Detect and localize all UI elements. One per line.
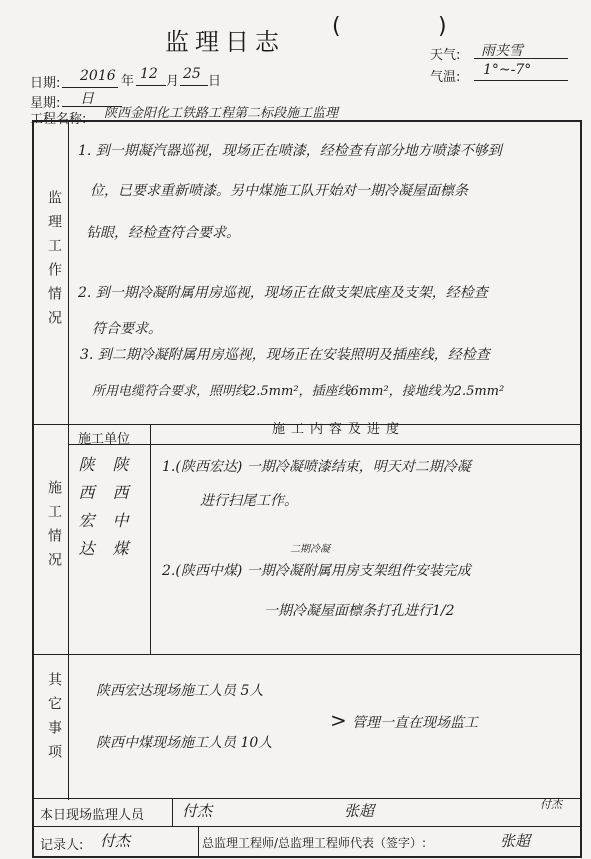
temp-label: 气温: [430, 70, 461, 85]
supervision-line: 位，已要求重新喷漆。另中煤施工队开始对一期冷凝屋面檩条 [90, 183, 468, 199]
weekday-label: 星期: [30, 96, 61, 111]
supervision-line: 1. 到一期凝汽器巡视，现场正在喷漆，经检查有部分地方喷漆不够到 [78, 143, 502, 159]
chief-value: 张超 [500, 832, 531, 850]
date-year: 2016 [80, 68, 116, 84]
progress-line: 2.(陕西中煤) 一期冷凝附属用房支架组件安装完成 [162, 563, 471, 579]
staff-name-2: 张超 [344, 802, 375, 820]
project-label: 工程名称: [30, 112, 87, 127]
supervision-line: 所用电缆符合要求，照明线2.5mm²，插座线6mm²，接地线为2.5mm² [92, 384, 505, 399]
progress-line: 1.(陕西宏达) 一期冷凝喷漆结束，明天对二期冷凝 [162, 459, 471, 475]
temp-value: 1°~-7° [483, 62, 532, 78]
section-supervision-label: 监理工作情况 [46, 190, 62, 334]
progress-header: 施工内容及进度 [272, 422, 406, 437]
brace-icon: > [330, 708, 347, 732]
month-char: 月 [166, 74, 180, 89]
title-paren-open: ( [332, 14, 341, 39]
supervision-line: 3. 到二期冷凝附属用房巡视，现场正在安装照明及插座线，经检查 [80, 347, 490, 363]
date-month: 12 [140, 66, 158, 82]
staff-name-3: 付杰 [540, 798, 562, 811]
unit-name-2: 陕西中煤 [110, 456, 129, 568]
recorder-value: 付杰 [100, 832, 131, 850]
day-char: 日 [208, 74, 222, 89]
date-label: 日期: [30, 76, 61, 91]
year-char: 年 [121, 74, 135, 89]
progress-line: 进行扫尾工作。 [200, 493, 298, 509]
section-other-label: 其它事项 [46, 672, 62, 768]
staff-label: 本日现场监理人员 [40, 808, 145, 823]
insert-note: 二期冷凝 [290, 544, 330, 555]
supervision-line: 2. 到一期冷凝附属用房巡视，现场正在做支架底座及支架，经检查 [78, 285, 488, 301]
recorder-label: 记录人: [40, 838, 84, 853]
progress-line: 一期冷凝屋面檩条打孔进行1/2 [264, 603, 455, 619]
weekday-value: 日 [80, 91, 94, 107]
section-construction-label: 施工情况 [46, 480, 62, 576]
other-line: 陕西中煤现场施工人员 10人 [96, 735, 273, 751]
weather-label: 天气: [430, 48, 461, 63]
chief-label: 总监理工程师/总监理工程师代表（签字）: [202, 836, 427, 850]
page-title: 监理日志 [165, 28, 285, 56]
unit-name-1: 陕西宏达 [76, 456, 95, 568]
other-line: 陕西宏达现场施工人员 5人 [96, 683, 264, 699]
weather-value: 雨夹雪 [481, 43, 523, 59]
supervision-line: 符合要求。 [92, 321, 162, 337]
staff-name-1: 付杰 [182, 802, 213, 820]
other-side-note: 管理一直在现场监工 [352, 715, 478, 731]
title-paren-close: ) [438, 14, 447, 39]
project-value: 陕西金阳化工铁路工程第二标段施工监理 [104, 106, 339, 121]
supervision-line: 钻眼，经检查符合要求。 [86, 225, 240, 241]
date-day: 25 [183, 66, 201, 82]
unit-header: 施工单位 [78, 432, 131, 447]
